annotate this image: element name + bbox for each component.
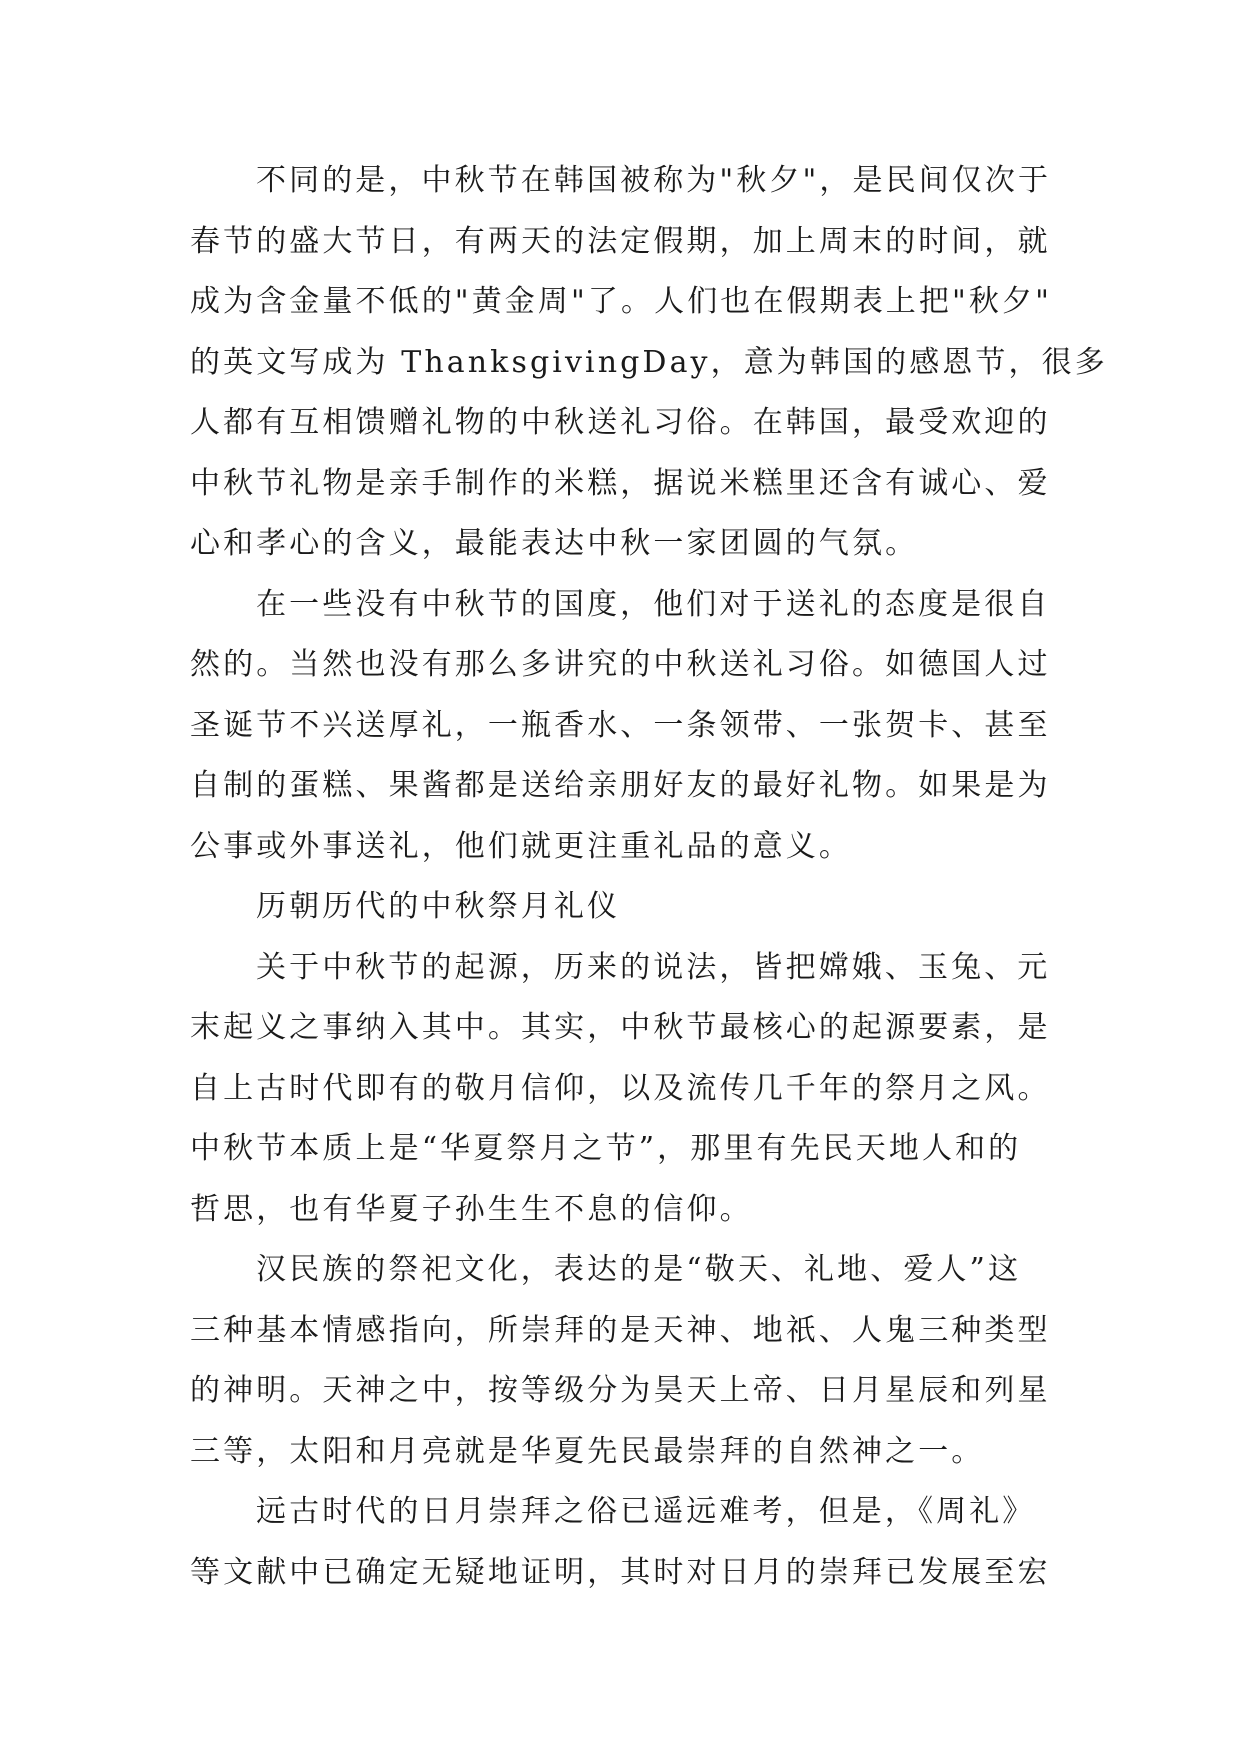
text-line: 中秋节礼物是亲手制作的米糕，据说米糕里还含有诚心、爱 (190, 465, 1051, 501)
text-line: 春节的盛大节日，有两天的法定假期，加上周末的时间，就 (190, 223, 1051, 259)
text-line: 然的。当然也没有那么多讲究的中秋送礼习俗。如德国人过 (190, 647, 1051, 682)
text-line: 自制的蛋糕、果酱都是送给亲朋好友的最好礼物。如果是为 (190, 768, 1051, 803)
text-line: 的英文写成为 ThanksgivingDay，意为韩国的感恩节，很多 (190, 344, 1108, 380)
text-line: 关于中秋节的起源，历来的说法，皆把嫦娥、玉兔、元 (256, 949, 1051, 985)
document-page (190, 151, 1108, 1603)
text-line: 三等，太阳和月亮就是华夏先民最崇拜的自然神之一。 (190, 1433, 985, 1469)
text-line: 末起义之事纳入其中。其实，中秋节最核心的起源要素，是 (190, 1010, 1051, 1045)
text-line: 在一些没有中秋节的国度，他们对于送礼的态度是很自 (256, 586, 1051, 622)
text-line: 心和孝心的含义，最能表达中秋一家团圆的气氛。 (190, 526, 919, 561)
text-line: 远古时代的日月崇拜之俗已遥远难考，但是，《周礼》 (256, 1494, 1036, 1529)
text-line: 人都有互相馈赠礼物的中秋送礼习俗。在韩国，最受欢迎的 (190, 405, 1051, 440)
text-line: 汉民族的祭祀文化，表达的是“敬天、礼地、爱人”这 (256, 1252, 1022, 1287)
text-line: 成为含金量不低的"黄金周"了。人们也在假期表上把"秋夕" (190, 284, 1052, 319)
text-line: 不同的是，中秋节在韩国被称为"秋夕"，是民间仅次于 (256, 163, 1052, 198)
text-line: 公事或外事送礼，他们就更注重礼品的意义。 (190, 828, 852, 864)
text-line: 的神明。天神之中，按等级分为昊天上帝、日月星辰和列星 (190, 1373, 1051, 1408)
text-line: 中秋节本质上是“华夏祭月之节”，那里有先民天地人和的 (190, 1131, 1022, 1166)
text-line: 三种基本情感指向，所崇拜的是天神、地祇、人鬼三种类型 (190, 1312, 1051, 1348)
text-line: 自上古时代即有的敬月信仰，以及流传几千年的祭月之风。 (190, 1070, 1051, 1106)
text-line: 哲思，也有华夏子孙生生不息的信仰。 (190, 1191, 753, 1227)
text-line: 等文献中已确定无疑地证明，其时对日月的崇拜已发展至宏 (190, 1554, 1051, 1590)
text-line: 圣诞节不兴送厚礼，一瓶香水、一条领带、一张贺卡、甚至 (190, 707, 1051, 743)
section-heading: 历朝历代的中秋祭月礼仪 (256, 889, 621, 924)
